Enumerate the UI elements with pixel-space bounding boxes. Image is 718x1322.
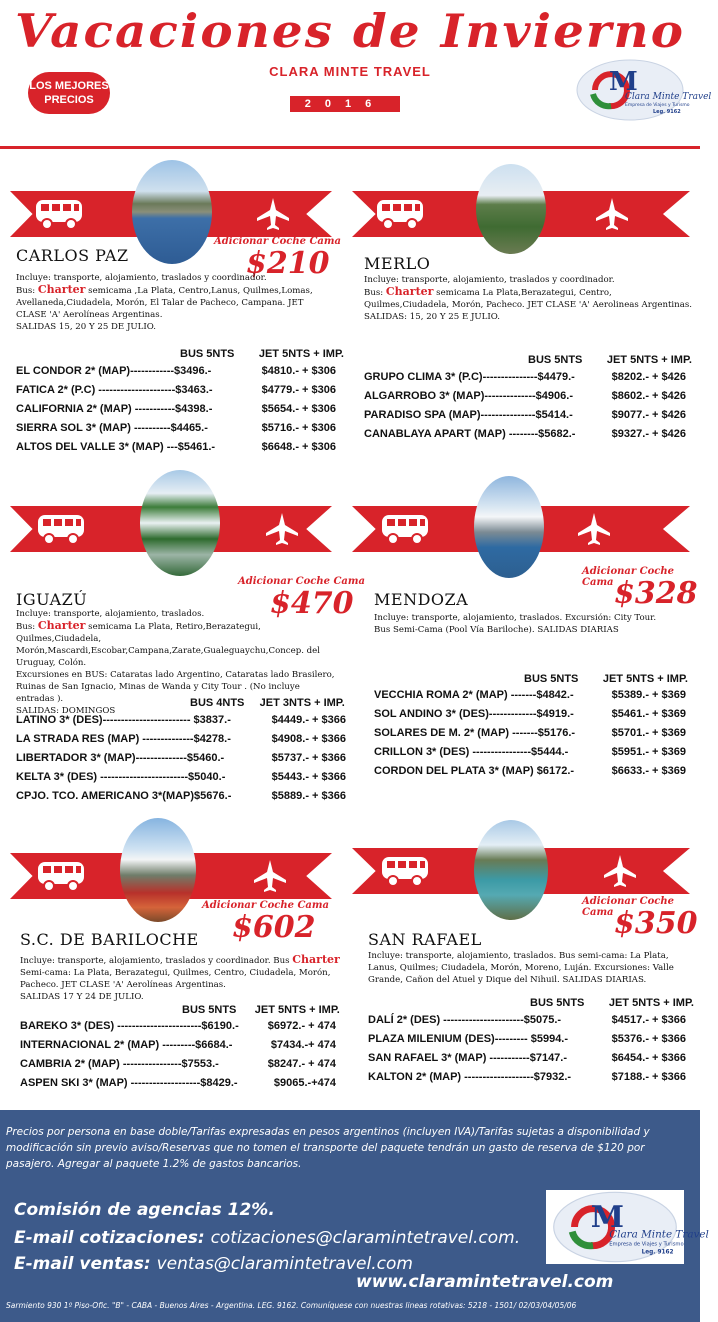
table-row: SIERRA SOL 3* (MAP) ----------$4465.- $5716.- + $306: [16, 422, 336, 434]
destination-merlo: MERLO: [364, 254, 431, 273]
description-san-rafael: Incluye: transporte, alojamiento, traslados. Bus semi-cama: La Plata, Lanus, Quilmes; Ciudadela, Morón, Moreno, Luján. Excursiones: Valle Grande, Cañon del Atuel y Dique del Nihuil. SALIDAS DIARIAS.: [368, 951, 674, 985]
carlos-paz-photo: [132, 160, 212, 264]
table-row: PARADISO SPA (MAP)---------------$5414.- $9077.- + $426: [364, 409, 686, 421]
bariloche-photo: [120, 818, 196, 922]
description-carlos-paz: Incluye: transporte, alojamiento, traslados y coordinador. Bus: Charter semicama ,La Plata, Centro,Lanus, Quilmes,Lomas, Avellaneda,Ciudadela, Morón, El Talar de Pacheco, Campana. JET CLASE 'A' Aerolíneas Argentinas. SALIDAS 15, 20 Y 25 DE JULIO.: [16, 273, 313, 332]
table-row: LA STRADA RES (MAP) --------------$4278.- $4908.- + $366: [16, 733, 346, 745]
table-row: CAMBRIA 2* (MAP) ----------------$7553.- $8247.- + 474: [20, 1058, 336, 1070]
iguazu-photo: [140, 470, 220, 576]
destination-iguazu: IGUAZÚ: [16, 590, 88, 609]
description-mendoza: Incluye: transporte, alojamiento, traslados. Excursión: City Tour. Bus Semi-Cama (Pool Vía Bariloche). SALIDAS DIARIAS: [374, 613, 657, 635]
svg-text:Clara Minte Travel: Clara Minte Travel: [609, 1228, 709, 1241]
price-san-rafael: $350: [614, 906, 698, 941]
price-carlos-paz: $210: [246, 246, 330, 281]
svg-text:Empresa de Viajes y Turismo: Empresa de Viajes y Turismo: [625, 103, 690, 108]
destination-bariloche: S.C. DE BARILOCHE: [20, 930, 199, 949]
coche-cama-note: Adicionar Coche Cama: [582, 896, 674, 918]
svg-text:M: M: [590, 1200, 624, 1235]
company-logo: [575, 58, 712, 122]
hotel-list-san-rafael: [368, 1011, 686, 1087]
table-row: CANABLAYA APART (MAP) --------$5682.- $9327.- + $426: [364, 428, 686, 440]
table-row: INTERNACIONAL 2* (MAP) ---------$6684.- $7434.-+ 474: [20, 1039, 336, 1051]
hotel-list-iguazu: [16, 711, 346, 806]
destination-carlos-paz: CARLOS PAZ: [16, 246, 129, 265]
pricing-terms: Precios por persona en base doble/Tarifas expresadas en pesos argentinos (incluyen IVA)/Tarifas sujetas a disponibilidad y modificación sin previo aviso/Reservas que no tomen el transporte del paquete tendrán un gasto de reserva de $120 por pasajero. Agregar al paquete 1.2% de gastos bancarios.: [6, 1126, 650, 1170]
coche-cama-note: Adicionar Coche Cama: [214, 236, 341, 247]
svg-text:Empresa de Viajes y Turismo: Empresa de Viajes y Turismo: [609, 1241, 684, 1248]
agency-commission: Comisión de agencias 12%.: [14, 1200, 275, 1220]
table-row: CORDON DEL PLATA 3* (MAP) $6172.- $6633.- + $369: [374, 765, 686, 777]
mendoza-photo: [474, 476, 544, 578]
website-link[interactable]: www.claramintetravel.com: [356, 1272, 614, 1292]
svg-text:Clara Minte Travel: Clara Minte Travel: [625, 92, 712, 102]
footer-panel: [0, 1110, 709, 1322]
table-row: DALÍ 2* (DES) ----------------------$5075.- $4517.- + $366: [368, 1014, 686, 1026]
company-name: CLARA MINTE TRAVEL: [269, 64, 431, 79]
column-headers: BUS 5NTS JET 5NTS + IMP.: [180, 348, 344, 360]
table-row: KELTA 3* (DES) ------------------------$5040.- $5443.- + $366: [16, 771, 346, 783]
table-row: LIBERTADOR 3* (MAP)--------------$5460.- $5737.- + $366: [16, 752, 346, 764]
coche-cama-note: Adicionar Coche Cama: [238, 576, 365, 587]
table-row: LATINO 3* (DES)------------------------ $3837.- $4449.- + $366: [16, 714, 346, 726]
coche-cama-note: Adicionar Coche Cama: [582, 566, 674, 588]
price-bariloche: $602: [232, 910, 316, 945]
email-quotes: E-mail cotizaciones: cotizaciones@claramintetravel.com.: [14, 1228, 521, 1248]
table-row: CPJO. TCO. AMERICANO 3*(MAP)$5676.- $5889.- + $366: [16, 790, 346, 802]
year-banner: 2016: [290, 96, 400, 112]
price-iguazu: $470: [270, 586, 354, 621]
svg-text:M: M: [609, 67, 638, 97]
bus-icon: [375, 196, 427, 237]
merlo-photo: [476, 164, 546, 254]
table-row: SAN RAFAEL 3* (MAP) -----------$7147.- $6454.- + $366: [368, 1052, 686, 1064]
table-row: KALTON 2* (MAP) -------------------$7932.- $7188.- + $366: [368, 1071, 686, 1083]
airplane-icon: [264, 511, 300, 552]
bus-icon: [380, 511, 432, 552]
page-title: Vacaciones de Invierno: [14, 4, 686, 58]
description-bariloche: Incluye: transporte, alojamiento, traslados y coordinador. Bus Charter Semi-cama: La Plata, Berazategui, Quilmes, Centro, Ciudadela, Morón, Pacheco. JET CLASE 'A' Aerolíneas Argentinas. SALIDAS 17 Y 24 DE JULIO.: [20, 953, 340, 1002]
column-headers: BUS 5NTS JET 5NTS + IMP.: [182, 1004, 340, 1016]
table-row: CRILLON 3* (DES) ----------------$5444.- $5951.- + $369: [374, 746, 686, 758]
hotel-list-mendoza: [374, 686, 686, 781]
bus-icon: [36, 858, 88, 899]
address-info: Sarmiento 930 1º Piso-Ofic. "B" - CABA - Buenos Aires - Argentina. LEG. 9162. Comuníquese con nuestras lineas rotativas: 5218 - 1501/ 02/03/04/05/06: [6, 1301, 577, 1310]
header-divider: [0, 146, 700, 149]
column-headers: BUS 5NTS JET 5NTS + IMP.: [524, 673, 688, 685]
airplane-icon: [594, 196, 630, 237]
table-row: SOLARES DE M. 2* (MAP) -------$5176.- $5701.- + $369: [374, 727, 686, 739]
airplane-icon: [255, 196, 291, 237]
email-sales: E-mail ventas: ventas@claramintetravel.com: [14, 1254, 413, 1274]
destination-mendoza: MENDOZA: [374, 590, 469, 609]
table-row: BAREKO 3* (DES) -----------------------$6190.- $6972.- + 474: [20, 1020, 336, 1032]
san-rafael-photo: [474, 820, 548, 920]
airplane-icon: [602, 853, 638, 894]
company-logo: [546, 1190, 709, 1264]
email-quotes-link[interactable]: cotizaciones@claramintetravel.com.: [210, 1228, 521, 1248]
column-headers: BUS 5NTS JET 5NTS + IMP.: [528, 354, 692, 366]
table-row: CALIFORNIA 2* (MAP) -----------$4398.- $5654.- + $306: [16, 403, 336, 415]
hotel-list-bariloche: [20, 1017, 336, 1093]
table-row: ASPEN SKI 3* (MAP) -------------------$8429.- $9065.-+474: [20, 1077, 336, 1089]
hotel-list-merlo: [364, 368, 686, 444]
coche-cama-note: Adicionar Coche Cama: [202, 900, 329, 911]
table-row: EL CONDOR 2* (MAP)------------$3496.- $4810.- + $306: [16, 365, 336, 377]
airplane-icon: [252, 858, 288, 899]
hotel-list-carlos-paz: [16, 362, 336, 457]
best-prices-badge: LOS MEJORES PRECIOS: [28, 72, 110, 114]
svg-text:Leg. 9162: Leg. 9162: [641, 1249, 674, 1256]
table-row: GRUPO CLIMA 3* (P.C)---------------$4479.- $8202.- + $426: [364, 371, 686, 383]
table-row: PLAZA MILENIUM (DES)--------- $5994.- $5376.- + $366: [368, 1033, 686, 1045]
bus-icon: [380, 853, 432, 894]
column-headers: BUS 4NTS JET 3NTS + IMP.: [190, 697, 345, 709]
bus-icon: [34, 196, 86, 237]
column-headers: BUS 5NTS JET 5NTS + IMP.: [530, 997, 694, 1009]
table-row: ALGARROBO 3* (MAP)--------------$4906.- $8602.- + $426: [364, 390, 686, 402]
table-row: VECCHIA ROMA 2* (MAP) -------$4842.- $5389.- + $369: [374, 689, 686, 701]
table-row: SOL ANDINO 3* (DES)-------------$4919.- $5461.- + $369: [374, 708, 686, 720]
email-sales-link[interactable]: ventas@claramintetravel.com: [156, 1254, 413, 1274]
destination-san-rafael: SAN RAFAEL: [368, 930, 482, 949]
table-row: FATICA 2* (P.C) ---------------------$3463.- $4779.- + $306: [16, 384, 336, 396]
description-merlo: Incluye: transporte, alojamiento, traslados y coordinador. Bus: Charter semicama La Plata,Berazategui, Centro, Quilmes,Ciudadela, Morón, Pacheco. JET CLASE 'A' Aerolineas Argentinas. SALIDAS: 15, 20 Y 25 E JULIO.: [364, 275, 692, 322]
svg-text:Leg. 9162: Leg. 9162: [653, 109, 681, 115]
price-mendoza: $328: [614, 576, 698, 611]
bus-icon: [36, 511, 88, 552]
description-iguazu: Incluye: transporte, alojamiento, traslados. Bus: Charter semicama La Plata, Retiro,Berazategui, Quilmes,Ciudadela, Morón,Mascardi,Escobar,Campana,Zarate,Gualeguaychu,Concep. del Uruguay, Colón. Excursiones en BUS: Cataratas lado Argentino, Cataratas lado Brasilero, Ruinas de San Ignacio, Minas de Wanda y City Tour . (No incluye entradas ). SALIDAS: DOMINGOS: [16, 609, 335, 716]
table-row: ALTOS DEL VALLE 3* (MAP) ---$5461.- $6648.- + $306: [16, 441, 336, 453]
airplane-icon: [576, 511, 612, 552]
